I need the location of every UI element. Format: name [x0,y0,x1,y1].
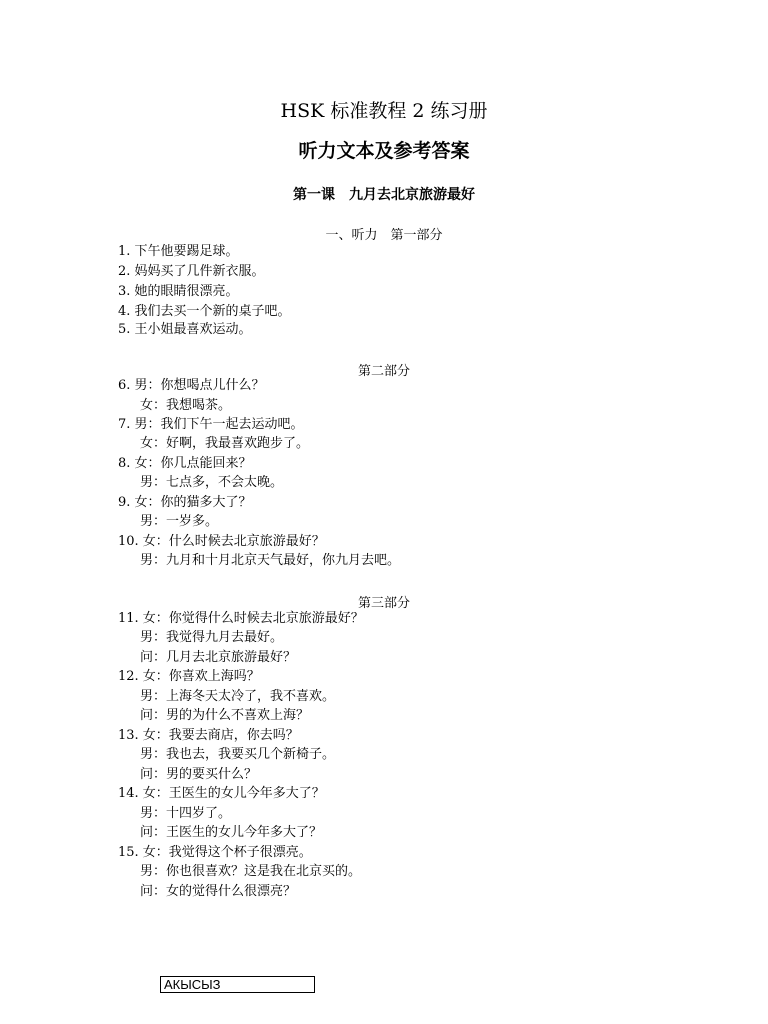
document-subtitle: 听力文本及参考答案 [298,140,470,162]
part2-line-9-reply: 男：一岁多。 [140,514,219,529]
part3-line-11-reply: 男：我觉得九月去最好。 [140,630,284,645]
part2-line-8-reply: 男：七点多，不会太晚。 [140,475,284,490]
document-title: HSK 标准教程 2 练习册 [280,100,488,122]
part2-line-10-reply: 男：九月和十月北京天气最好，你九月去吧。 [140,553,401,568]
part1-line-5: 5. 王小姐最喜欢运动。 [118,322,252,337]
part2-line-9: 9. 女：你的猫多大了？ [118,495,252,510]
part3-line-12: 12. 女：你喜欢上海吗？ [118,669,260,684]
lesson-title: 第一课 九月去北京旅游最好 [293,187,475,203]
part3-heading: 第三部分 [357,596,410,611]
part2-heading: 第二部分 [357,364,410,379]
part3-line-11: 11. 女：你觉得什么时候去北京旅游最好？ [118,611,364,626]
part3-line-12-reply: 男：上海冬天太冷了，我不喜欢。 [140,689,336,704]
part1-line-2: 2. 妈妈买了几件新衣服。 [118,264,265,279]
part3-line-12-question: 问：男的为什么不喜欢上海？ [140,708,310,723]
part3-line-13-question: 问：男的要买什么？ [140,767,258,782]
part1-line-3: 3. 她的眼睛很漂亮。 [118,284,239,299]
part3-line-13: 13. 女：我要去商店，你去吗？ [118,728,299,743]
part2-line-10: 10. 女：什么时候去北京旅游最好？ [118,534,325,549]
part3-line-14: 14. 女：王医生的女儿今年多大了？ [118,786,325,801]
part2-line-6: 6. 男：你想喝点儿什么？ [118,378,265,393]
part2-line-7-reply: 女：好啊，我最喜欢跑步了。 [140,436,310,451]
part3-line-14-question: 问：王医生的女儿今年多大了？ [140,825,323,840]
part3-line-15-question: 问：女的觉得什么很漂亮？ [140,884,297,899]
footer-label-box: АКЫСЫЗ [160,976,315,993]
part3-line-11-question: 问：几月去北京旅游最好？ [140,650,297,665]
part2-line-7: 7. 男：我们下午一起去运动吧。 [118,417,304,432]
part3-line-14-reply: 男：十四岁了。 [140,806,232,821]
part1-line-1: 1. 下午他要踢足球。 [118,244,239,259]
part3-line-15: 15. 女：我觉得这个杯子很漂亮。 [118,845,312,860]
part3-line-15-reply: 男：你也很喜欢？这是我在北京买的。 [140,864,362,879]
part3-line-13-reply: 男：我也去，我要买几个新椅子。 [140,747,336,762]
part2-line-6-reply: 女：我想喝茶。 [140,398,232,413]
part1-line-4: 4. 我们去买一个新的桌子吧。 [118,304,291,319]
part1-heading: 一、听力 第一部分 [325,228,443,243]
part2-line-8: 8. 女：你几点能回来？ [118,456,252,471]
